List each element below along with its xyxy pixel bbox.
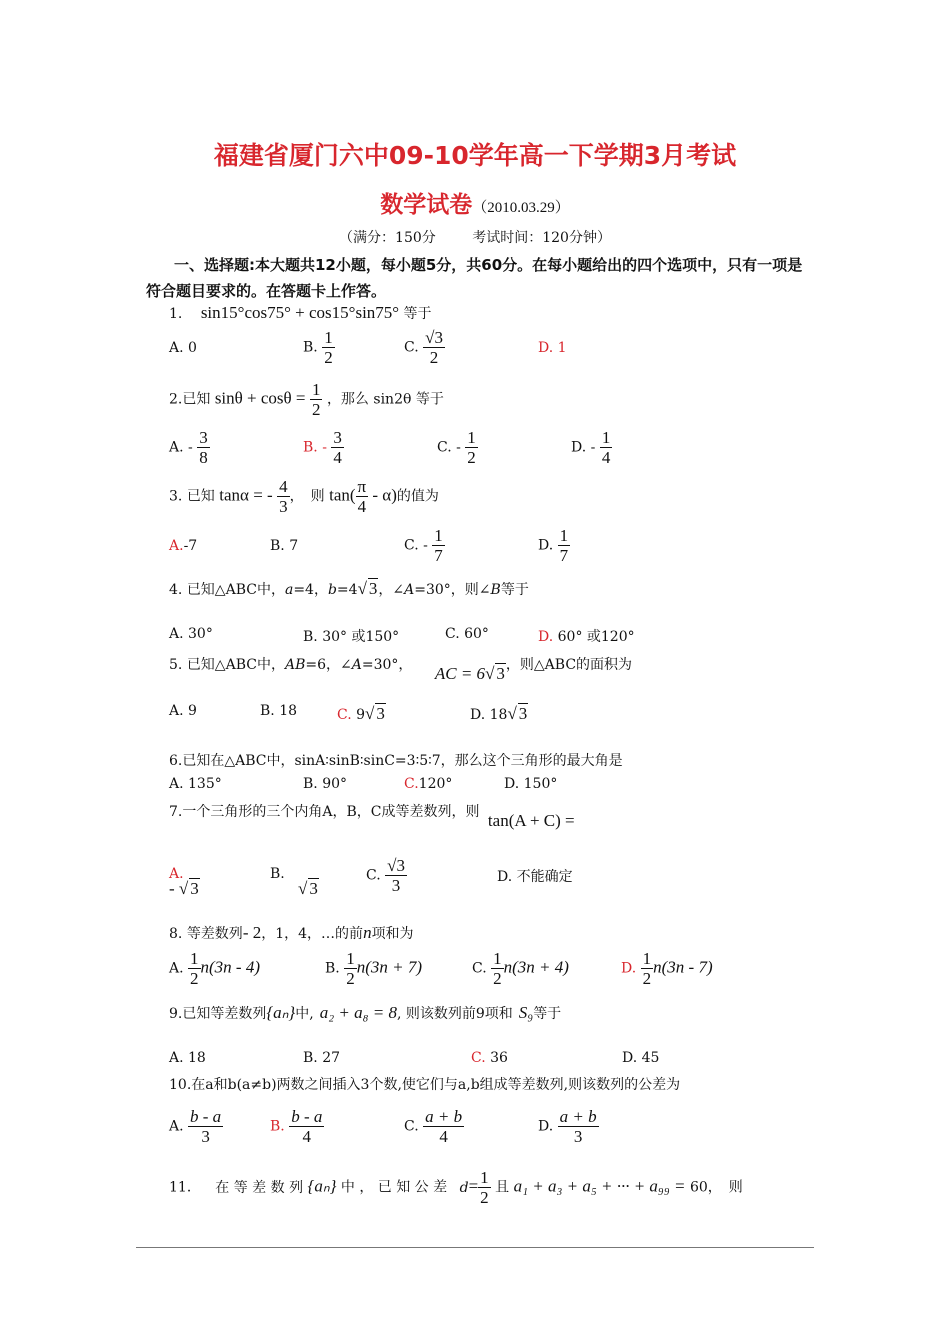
text: , 则该数列前9项和 <box>396 1006 513 1022</box>
option-b <box>270 1107 324 1146</box>
fraction <box>600 428 613 467</box>
option-label: B. <box>325 960 340 977</box>
fraction <box>478 1168 491 1207</box>
exam-date: （2010.03.29） <box>472 200 570 216</box>
option-b: B. 90° <box>303 776 348 792</box>
var: n <box>363 923 372 942</box>
text: ，则△ABC的面积为 <box>505 657 633 673</box>
text: 等于 <box>500 582 529 598</box>
option-a <box>169 949 260 988</box>
text: ，1，4，…的前 <box>261 926 364 942</box>
numerator: 1 <box>642 949 652 968</box>
question-number: 2. <box>169 391 183 408</box>
var: A <box>351 657 362 673</box>
full-score: （满分：150分 <box>339 230 436 246</box>
option-label: D. <box>538 1118 554 1135</box>
question-5 <box>169 653 633 683</box>
numerator: 1 <box>601 428 611 447</box>
question-10 <box>169 1074 680 1094</box>
option-label: A. - <box>169 439 193 456</box>
option-a: A. 9 <box>169 703 197 719</box>
option-label: A. <box>169 960 184 977</box>
denominator: 4 <box>601 448 611 467</box>
option-label: C. <box>404 1118 419 1135</box>
option-label: B. - <box>303 439 327 456</box>
option-value: -7 <box>183 538 198 554</box>
numerator: b - a <box>291 1107 323 1126</box>
option-a: A. 18 <box>169 1050 206 1066</box>
denominator: 4 <box>357 497 367 516</box>
fraction <box>356 477 369 516</box>
numerator: 1 <box>434 526 443 545</box>
option-a <box>169 866 200 903</box>
denominator: 3 <box>391 876 401 895</box>
text: 已知△ABC中， <box>186 657 285 673</box>
fraction <box>465 428 478 467</box>
option-c <box>366 856 407 895</box>
option-b <box>303 428 344 467</box>
question-stem: 一个三角形的三个内角A，B，C成等差数列，则 <box>182 804 480 820</box>
radicand: 3 <box>376 704 385 723</box>
fraction <box>385 856 407 895</box>
question-tail: 的值为 <box>396 488 439 505</box>
option-label: D. 18 <box>470 707 508 723</box>
numerator: 3 <box>199 428 208 447</box>
numerator: a + b <box>425 1107 463 1126</box>
denominator: 2 <box>324 348 333 367</box>
text: =4 <box>336 582 358 598</box>
option-b: B. 7 <box>270 538 299 554</box>
denominator: 2 <box>493 969 502 988</box>
option-d <box>538 526 570 565</box>
question-expr: tan( <box>329 485 356 505</box>
question-number: 8. <box>169 926 183 942</box>
option-b: B. 30° 或150° <box>303 629 400 645</box>
question-number: 1. <box>169 306 183 322</box>
option-label: A. <box>169 1118 184 1135</box>
option-label: C. <box>337 707 352 723</box>
sqrt: √ 3 <box>357 579 378 598</box>
option-label: B. <box>270 1118 285 1135</box>
denominator: 4 <box>302 1127 312 1146</box>
text: 在 等 差 数 列 <box>215 1179 304 1196</box>
fraction <box>344 949 357 988</box>
fraction <box>423 328 445 367</box>
option-value: 36 <box>490 1050 508 1066</box>
text: =30°， <box>361 657 413 673</box>
option-c <box>437 428 478 467</box>
option-b: B. 18 <box>260 703 298 719</box>
text: =4， <box>293 582 328 598</box>
option-label: C. <box>472 960 487 977</box>
text: 且 <box>495 1179 510 1196</box>
question-number: 6. <box>169 753 183 769</box>
expr: n(3n - 4) <box>200 957 260 977</box>
option-c <box>404 328 445 367</box>
option-d: D. 1 <box>538 340 567 356</box>
question-number: 11． <box>169 1179 201 1196</box>
sqrt: √ 3 <box>365 704 385 723</box>
option-d <box>538 626 635 646</box>
question-prefix: 已知 <box>186 488 215 505</box>
denominator: 2 <box>190 969 199 988</box>
footer-rule <box>136 1247 814 1248</box>
option-value: - √ 3 <box>169 879 199 898</box>
option-b <box>303 328 335 367</box>
expr: AC = 6 <box>434 664 486 683</box>
radicand: 3 <box>368 579 378 598</box>
option-label: C. <box>404 339 419 356</box>
question-expr: - α) <box>368 485 397 505</box>
option-c <box>404 526 445 565</box>
question-number: 4. <box>169 582 183 598</box>
numerator: 1 <box>480 1168 489 1187</box>
numerator: √3 <box>425 328 443 347</box>
option-b <box>325 949 422 988</box>
fraction <box>188 949 201 988</box>
option-c <box>337 703 386 724</box>
var: b <box>327 582 337 598</box>
denominator: 2 <box>311 400 321 419</box>
fraction <box>432 526 445 565</box>
option-d: D. 45 <box>622 1050 660 1066</box>
numerator: 1 <box>324 328 333 347</box>
page-title: 福建省厦门六中09-10学年高一下学期3月考试 <box>213 141 737 170</box>
question-prefix: 已知 <box>182 391 211 408</box>
question-2 <box>169 380 444 419</box>
text: 中, <box>295 1006 314 1022</box>
question-4 <box>169 578 529 599</box>
question-number: 10. <box>169 1077 192 1093</box>
question-11 <box>169 1168 743 1207</box>
subtitle-text: 数学试卷 <box>380 192 473 218</box>
denominator: 7 <box>434 546 443 565</box>
option-a: A. 30° <box>169 626 213 642</box>
sqrt: √ 3 <box>507 704 528 723</box>
question-7 <box>169 801 575 830</box>
section-heading: 一、选择题:本大题共12小题，每小题5分，共60分。在每小题给出的四个选项中，只有一项是符合题目要求的。在答题卡上作答。 <box>146 256 803 300</box>
option-label: C. <box>366 867 381 884</box>
numerator: 1 <box>190 949 199 968</box>
numerator: 3 <box>333 428 342 447</box>
option-value: √ 3 <box>298 879 318 898</box>
fraction <box>558 1107 599 1146</box>
option-a <box>169 1107 223 1146</box>
option-c <box>472 949 569 988</box>
question-tail: 等于 <box>403 306 432 322</box>
text: 项和为 <box>371 926 414 942</box>
radicand: 3 <box>518 704 528 723</box>
text: 等差数列 <box>186 926 243 942</box>
numerator: b - a <box>190 1107 222 1126</box>
numerator: 4 <box>279 477 288 496</box>
denominator: 8 <box>199 448 208 467</box>
denominator: 2 <box>346 969 355 988</box>
option-c <box>404 1107 464 1146</box>
numerator: π <box>357 477 367 496</box>
question-6 <box>169 750 623 770</box>
option-d: D. 150° <box>504 776 558 792</box>
option-d <box>470 703 528 724</box>
var: AB <box>284 657 306 673</box>
question-number: 3. <box>169 488 183 505</box>
text: ，∠ <box>378 582 405 598</box>
question-3 <box>169 477 439 516</box>
denominator: 2 <box>429 348 439 367</box>
text: 等于 <box>533 1006 562 1022</box>
numerator: 1 <box>493 949 502 968</box>
option-label: D. <box>538 629 554 645</box>
expr: S₉ <box>518 1003 534 1022</box>
neg: - <box>169 879 175 898</box>
denominator: 2 <box>642 969 652 988</box>
option-value: 120° <box>418 776 453 792</box>
expr: a₁ + a₃ + a₅ + ··· + a₉₉ = <box>513 1176 686 1196</box>
numerator: a + b <box>559 1107 597 1126</box>
radicand: 3 <box>496 664 505 683</box>
fraction <box>491 949 504 988</box>
expr: n(3n - 7) <box>653 957 713 977</box>
fraction <box>188 1107 223 1146</box>
fraction <box>310 380 323 419</box>
numerator: √3 <box>387 856 405 875</box>
question-8 <box>169 923 414 943</box>
question-expr: tanα = - <box>219 485 273 505</box>
denominator: 3 <box>201 1127 210 1146</box>
fraction <box>423 1107 464 1146</box>
numerator: 1 <box>559 526 569 545</box>
option-label: B. <box>303 339 318 356</box>
numerator: 1 <box>467 428 476 447</box>
option-value: 9 <box>356 707 366 723</box>
text: 已知等差数列 <box>182 1006 267 1022</box>
text: =6，∠ <box>305 657 352 673</box>
fraction <box>277 477 290 516</box>
option-label: C. - <box>404 537 428 554</box>
exam-time: 考试时间：120分钟） <box>472 230 611 246</box>
option-a: A. 0 <box>169 340 197 356</box>
expr: n(3n + 4) <box>503 957 569 977</box>
option-label: D. - <box>571 439 596 456</box>
option-label: B. <box>270 866 285 882</box>
denominator: 7 <box>559 546 569 565</box>
fraction <box>641 949 654 988</box>
expr: n(3n + 7) <box>356 957 422 977</box>
option-a <box>169 428 210 467</box>
option-label: A. <box>169 538 184 554</box>
question-stem: 已知在△ABC中，sinA∶sinB∶sinC=3∶5∶7，那么这个三角形的最大角是 <box>182 753 623 769</box>
option-b <box>270 866 319 903</box>
option-c: C. 60° <box>445 626 489 642</box>
question-mid: ， 则 <box>289 488 325 505</box>
denominator: 4 <box>333 448 342 467</box>
text: 已知△ABC中， <box>186 582 285 598</box>
option-label: C. <box>471 1050 486 1066</box>
question-expr: sinθ + cosθ = <box>214 388 306 408</box>
var: d <box>459 1179 469 1196</box>
expr: = <box>468 1176 479 1196</box>
fraction <box>558 526 571 565</box>
question-expr: tan(A + C) = <box>487 811 575 830</box>
question-number: 5. <box>169 657 183 673</box>
text: 60， 则 <box>689 1179 743 1196</box>
radicand: 3 <box>190 879 199 898</box>
radicand: 3 <box>309 879 318 898</box>
denominator: 3 <box>573 1127 583 1146</box>
option-c <box>404 776 452 792</box>
option-a: A. 135° <box>169 776 222 792</box>
fraction <box>197 428 210 467</box>
fraction <box>289 1107 324 1146</box>
option-label: A. <box>169 866 184 882</box>
option-d: D. 不能确定 <box>497 869 573 885</box>
denominator: 2 <box>480 1188 489 1207</box>
expr: {aₙ} <box>307 1176 337 1196</box>
denominator: 3 <box>279 497 288 516</box>
denominator: 4 <box>439 1127 448 1146</box>
denominator: 2 <box>467 448 476 467</box>
option-label: C. - <box>437 439 461 456</box>
option-d <box>538 1107 599 1146</box>
question-1 <box>169 303 432 323</box>
text: 中 ， 已 知 公 差 <box>340 1179 448 1196</box>
text: =30°，则∠ <box>414 582 491 598</box>
var: a <box>284 582 294 598</box>
option-a <box>169 538 197 554</box>
fraction <box>322 328 335 367</box>
expr: - 2 <box>242 923 262 942</box>
question-tail: ，那么 sin2θ 等于 <box>326 391 444 408</box>
exam-meta <box>0 227 950 247</box>
question-number: 9. <box>169 1006 183 1022</box>
question-9 <box>169 1003 561 1023</box>
option-d <box>621 949 713 988</box>
option-c <box>471 1050 508 1066</box>
numerator: 1 <box>311 380 321 399</box>
question-number: 7. <box>169 804 183 820</box>
var: A <box>404 582 415 598</box>
fraction <box>331 428 344 467</box>
option-label: C. <box>404 776 419 792</box>
var: B <box>490 582 501 598</box>
option-value: 60° 或120° <box>557 629 635 645</box>
expr: a₂ + a₈ = 8 <box>319 1003 397 1022</box>
option-d <box>571 428 612 467</box>
expr: {aₙ} <box>266 1003 296 1022</box>
option-label: D. <box>538 537 554 554</box>
question-expr: AC = 6√ 3 <box>434 664 505 683</box>
page-subtitle <box>0 186 950 219</box>
question-stem: 在a和b(a≠b)两数之间插入3个数,使它们与a,b组成等差数列,则该数列的公差为 <box>191 1077 681 1093</box>
question-expr: sin15°cos75° + cos15°sin75° <box>200 303 400 322</box>
option-b: B. 27 <box>303 1050 341 1066</box>
option-label: D. <box>621 960 637 977</box>
numerator: 1 <box>346 949 355 968</box>
